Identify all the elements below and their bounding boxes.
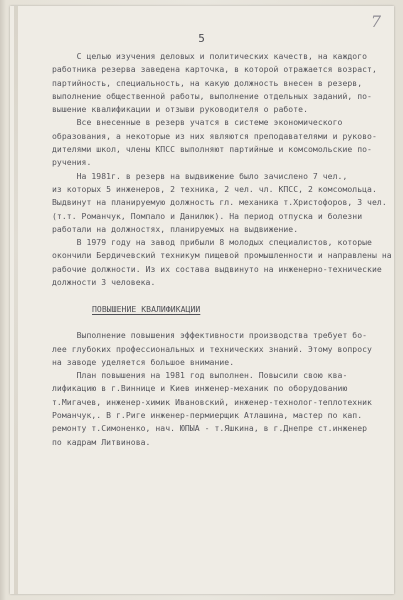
text-line: партийность, специальность, на какую должность внесен в резерв, [52,77,363,88]
binding-stripe [14,6,18,594]
text-line: лее глубоких профессиональных и технических знаний. Этому вопросу [52,343,372,354]
text-line: На 1981г. в резерв на выдвижение было зачислено 7 чел., [52,170,348,181]
text-line: ремонту т.Симоненко, нач. ЮПЫА - т.Яшкина, в г.Днепре ст.инженер [52,423,368,434]
page-number: 5 [198,32,205,45]
text-line: вышение квалификации и отзыви руководителя о работе. [52,104,308,115]
text-line: Выполнение повышения эффективности производства требует бо- [52,330,368,341]
text-line: Романчук,. В г.Риге инженер-пермиерщик Атлашина, мастер по кап. [52,410,363,421]
text-line: рабочие должности. Из их состава выдвинуто на инженерно-технические [52,263,382,274]
text-line: В 1979 году на завод прибыли 8 молодых специалистов, которые [52,237,372,248]
text-line: ручения. [52,157,92,168]
text-line [52,289,397,302]
text-line: работника резерва заведена карточка, в которой отражается возраст, [52,64,377,75]
text-line: выполнение общественной работы, выполнение отдельных заданий, по- [52,90,372,101]
text-line: на заводе уделяется большое внимание. [52,356,235,367]
text-line: должности 3 человека. [52,277,156,288]
text-line: лификацию в г.Виннице и Киев инженер-механик по оборудованию [52,383,348,394]
text-line: окончили Бердичевский техникум пищевой промышленности и направлены на [52,250,392,261]
text-line: С целью изучения деловых и политических качеств, на каждого [52,51,368,61]
section-heading: ПОВЫШЕНИЕ КВАЛИФИКАЦИИ [92,303,201,314]
text-line: (т.т. Романчук, Помпало и Данилюк). На период отпуска и болезни [52,210,363,221]
document-body [52,50,397,449]
text-line [52,316,397,329]
text-line: Выдвинут на планируемую должность гл. механика т.Христофоров, 3 чел. [52,197,387,208]
text-line: т.Мигачев, инженер-химик Ивановский, инженер-технолог-теплотехник [52,396,372,407]
text-line: по кадрам Литвинова. [52,436,151,447]
text-line: работали на должностях, планируемых на выдвижение. [52,223,299,234]
corner-page-number: 7 [370,12,381,31]
text-line: Все внесенные в резерв учатся в системе экономического [52,117,343,128]
text-line: образования, а некоторые из них являются преподавателями и руково- [52,130,377,141]
text-line: План повышения на 1981 год выполнен. Повысили свою ква- [52,370,348,381]
text-line: дителями школ, члены КПСС выполняют партийные и комсомольские по- [52,144,372,155]
text-line: из которых 5 инженеров, 2 техника, 2 чел. чл. КПСС, 2 комсомольца. [52,183,377,194]
